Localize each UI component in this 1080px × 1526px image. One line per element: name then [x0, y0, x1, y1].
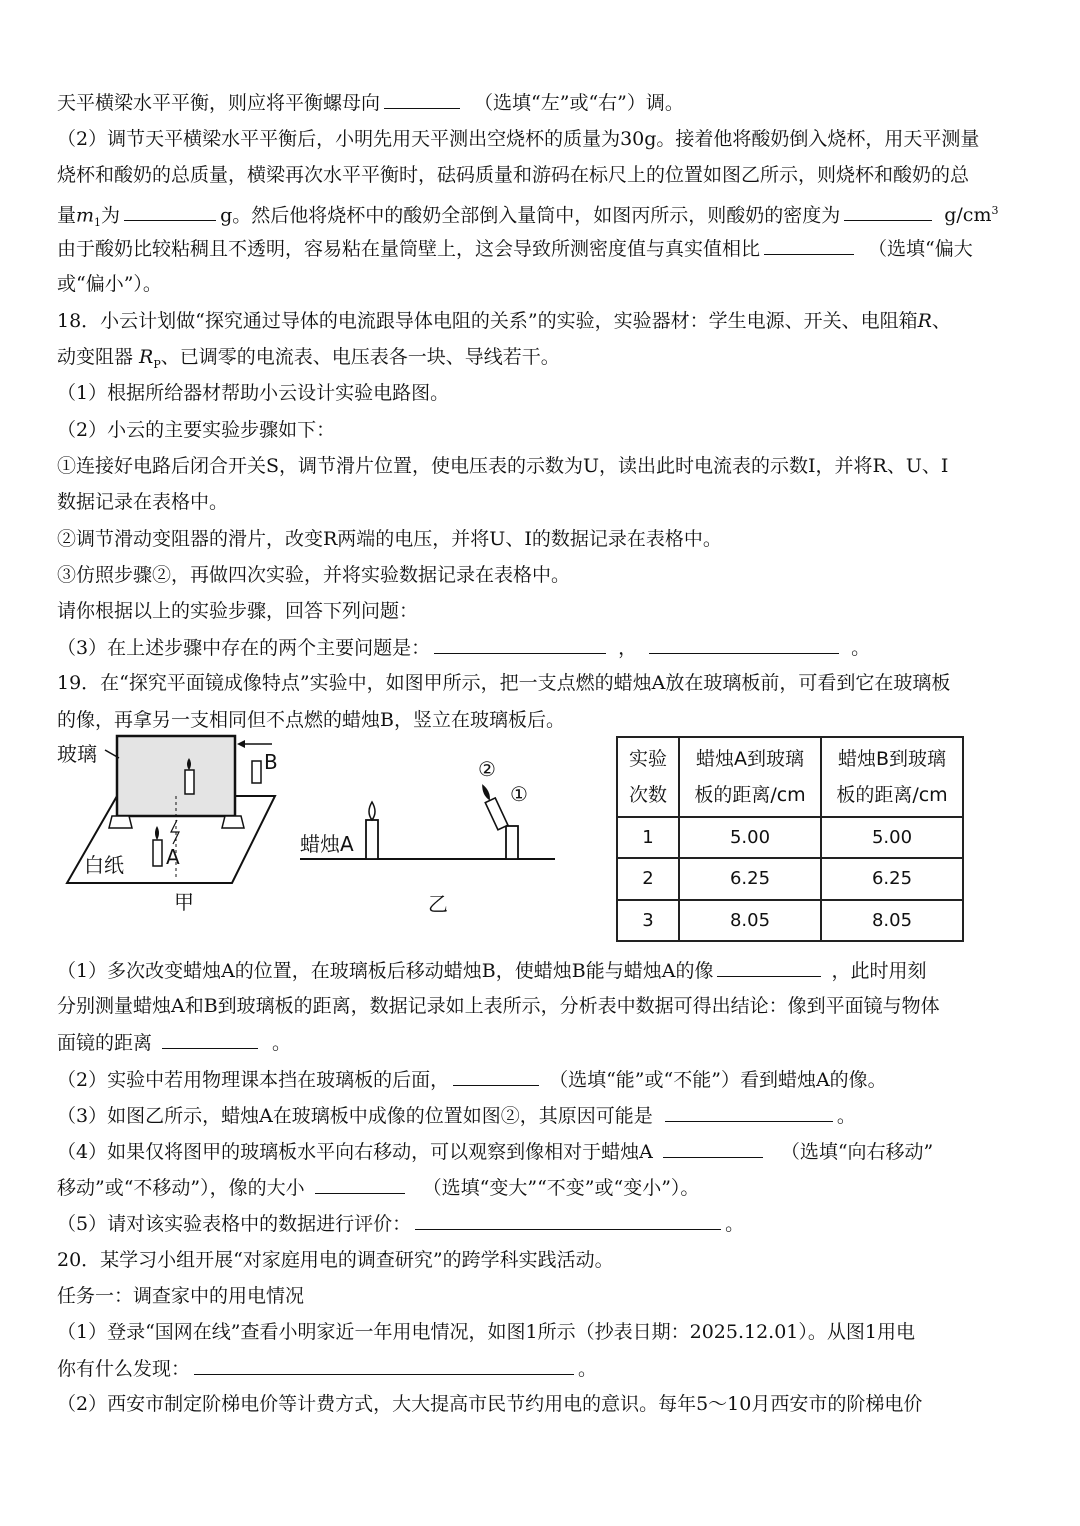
text-line: 的像，再拿另一支相同但不点燃的蜡烛B，竖立在玻璃板后。 — [57, 709, 565, 731]
text-line: 分别测量蜡烛A和B到玻璃板的距离，数据记录如上表所示，分析表中数据可得出结论：像到平面镜与物体 — [57, 995, 940, 1017]
candle-b-label: B — [264, 750, 278, 774]
text-segment: 、 — [931, 310, 951, 332]
text-line: 数据记录在表格中。 — [57, 491, 229, 513]
text-segment: 面镜的距离 — [57, 1032, 153, 1054]
answer-blank[interactable] — [844, 202, 932, 221]
text-line — [57, 958, 926, 983]
answer-blank[interactable] — [764, 236, 854, 255]
table-row — [617, 817, 963, 858]
table-cell: 6.25 — [679, 858, 821, 899]
mark-2: ② — [478, 757, 496, 781]
text-segment: （3）如图乙所示，蜡烛A在玻璃板中成像的位置如图②，其原因可能是 — [57, 1105, 653, 1127]
text-segment: 你有什么发现： — [57, 1358, 191, 1380]
table-cell: 5.00 — [679, 817, 821, 858]
text-segment: （选填“能”或“不能”）看到蜡烛A的像。 — [549, 1069, 887, 1091]
subscript: P — [153, 357, 161, 371]
text-line: ②调节滑动变阻器的滑片，改变R两端的电压，并将U、I的数据记录在表格中。 — [57, 528, 722, 550]
header-distance-a: 蜡烛A到玻璃 板的距离/cm — [679, 737, 821, 817]
text-segment: ， — [618, 637, 638, 659]
answer-blank[interactable] — [649, 635, 839, 654]
text-line: ③仿照步骤②，再做四次实验，并将实验数据记录在表格中。 — [57, 564, 571, 586]
text-line: ①连接好电路后闭合开关S，调节滑片位置，使电压表的示数为U，读出此时电流表的示数I，并将R、U、I — [57, 455, 949, 477]
text-line: （2）西安市制定阶梯电价等计费方式，大大提高市民节约用电的意识。每年5～10月西安市的阶梯电价 — [57, 1393, 923, 1415]
table-cell: 8.05 — [821, 900, 963, 941]
text-line — [57, 1067, 887, 1092]
text-segment: 、已调零的电流表、电压表各一块、导线若干。 — [160, 346, 560, 368]
text-line — [57, 90, 684, 115]
text-line: 烧杯和酸奶的总质量，横梁再次水平平衡时，砝码质量和游码在标尺上的位置如图乙所示，则烧杯和酸奶的总 — [57, 164, 970, 186]
candle-a — [366, 820, 378, 859]
text-segment: （4）如果仅将图甲的玻璃板水平向右移动，可以观察到像相对于蜡烛A — [57, 1141, 653, 1163]
text-segment: ，此时用刻 — [831, 960, 927, 982]
data-table — [616, 736, 964, 942]
text-segment: 。 — [272, 1032, 292, 1054]
figure-jia-caption: 甲 — [174, 890, 194, 914]
subscript: 1 — [94, 216, 102, 230]
text-line — [57, 1139, 933, 1164]
superscript: 3 — [991, 204, 999, 217]
text-segment: （选填“向右移动” — [780, 1141, 934, 1163]
arrow-b-head — [237, 740, 245, 748]
text-line — [57, 199, 998, 235]
text-segment: 。 — [851, 637, 871, 659]
table-row — [617, 900, 963, 941]
figure-yi-caption: 乙 — [428, 892, 448, 916]
white-paper-label: 白纸 — [84, 853, 124, 877]
table-cell: 8.05 — [679, 900, 821, 941]
candle-a-flame — [369, 802, 375, 820]
text-line — [57, 1211, 744, 1236]
answer-blank[interactable] — [717, 958, 821, 977]
text-segment: （选填“左”或“右”）调。 — [474, 92, 684, 114]
text-line: 任务一：调查家中的用电情况 — [57, 1285, 305, 1307]
answer-blank[interactable] — [315, 1175, 405, 1194]
stand-right — [222, 816, 244, 828]
text-line: 19．在“探究平面镜成像特点”实验中，如图甲所示，把一支点燃的蜡烛A放在玻璃板前，可看到它在玻璃板 — [57, 672, 951, 694]
variable-m: m — [76, 204, 95, 227]
text-segment: 动变阻器 — [57, 346, 134, 368]
answer-blank[interactable] — [665, 1103, 833, 1122]
text-segment: 量 — [57, 204, 77, 227]
text-line: 20．某学习小组开展“对家庭用电的调查研究”的跨学科实践活动。 — [57, 1249, 614, 1271]
text-line: （2）小云的主要实验步骤如下： — [57, 419, 336, 441]
table-cell: 1 — [617, 817, 679, 858]
table-cell: 6.25 — [821, 858, 963, 899]
text-segment: （5）请对该实验表格中的数据进行评价： — [57, 1213, 412, 1235]
text-line: （2）调节天平横梁水平平衡后，小明先用天平测出空烧杯的质量为30g。接着他将酸奶倒入烧杯，用天平测量 — [57, 128, 980, 150]
text-line — [57, 1356, 597, 1381]
text-line — [57, 309, 951, 333]
text-segment: 天平横梁水平平衡，则应将平衡螺母向 — [57, 92, 381, 114]
answer-blank[interactable] — [453, 1067, 539, 1086]
text-segment: 。 — [578, 1358, 598, 1380]
table-cell: 5.00 — [821, 817, 963, 858]
answer-blank[interactable] — [434, 635, 606, 654]
text-segment: 18．小云计划做“探究通过导体的电流跟导体电阻的关系”的实验，实验器材：学生电源、开关、电阻箱 — [57, 310, 918, 332]
text-line: 请你根据以上的实验步骤，回答下列问题： — [57, 600, 419, 622]
header-distance-b: 蜡烛B到玻璃 板的距离/cm — [821, 737, 963, 817]
text-segment: g/cm — [944, 204, 992, 227]
text-segment: （选填“变大”“不变”或“变小”）。 — [422, 1177, 700, 1199]
glass-label: 玻璃 — [57, 742, 97, 766]
answer-blank[interactable] — [162, 1030, 258, 1049]
answer-blank[interactable] — [194, 1356, 574, 1375]
text-line: （1）根据所给器材帮助小云设计实验电路图。 — [57, 382, 450, 404]
text-line — [57, 1103, 856, 1128]
text-segment: g。然后他将烧杯中的酸奶全部倒入量筒中，如图丙所示，则酸奶的密度为 — [220, 204, 841, 227]
table-header-row — [617, 737, 963, 817]
text-line — [57, 635, 870, 660]
candle-a-label: A — [166, 845, 180, 869]
text-segment: 由于酸奶比较粘稠且不透明，容易粘在量筒壁上，这会导致所测密度值与真实值相比 — [57, 238, 761, 260]
text-segment: 为 — [101, 204, 121, 227]
table-row — [617, 858, 963, 899]
candle-a-image — [185, 770, 194, 794]
answer-blank[interactable] — [663, 1139, 763, 1158]
candle-b — [252, 761, 261, 783]
table-cell: 2 — [617, 858, 679, 899]
text-line: 或“偏小”）。 — [57, 273, 162, 295]
text-line: （1）登录“国网在线”查看小明家近一年用电情况，如图1所示（抄表日期：2025.12.01）。从图1用电 — [57, 1321, 915, 1343]
candle-a-flame — [155, 826, 159, 840]
answer-blank[interactable] — [415, 1211, 721, 1230]
candle-b — [506, 826, 518, 859]
text-segment: 移动”或“不移动”），像的大小 — [57, 1177, 305, 1199]
text-line — [57, 236, 973, 261]
variable-rp: R — [139, 346, 154, 368]
mark-1: ① — [510, 782, 528, 806]
variable-r: R — [917, 310, 932, 332]
header-trial: 实验 次数 — [617, 737, 679, 817]
candle-a — [153, 840, 162, 866]
text-segment: 。 — [725, 1213, 745, 1235]
tilted-image-candle — [478, 782, 508, 830]
text-segment: （2）实验中若用物理课本挡在玻璃板的后面， — [57, 1069, 450, 1091]
candle-a-label: 蜡烛A — [300, 832, 354, 856]
table-cell: 3 — [617, 900, 679, 941]
stand-left — [109, 816, 132, 828]
text-segment: （3）在上述步骤中存在的两个主要问题是： — [57, 637, 431, 659]
text-line — [57, 1030, 291, 1055]
text-segment: （选填“偏大 — [868, 238, 973, 260]
text-line — [57, 345, 560, 377]
text-line — [57, 1175, 699, 1200]
text-segment: 。 — [836, 1105, 856, 1127]
light-path — [171, 820, 179, 844]
answer-blank[interactable] — [384, 90, 460, 109]
text-segment: （1）多次改变蜡烛A的位置，在玻璃板后移动蜡烛B，使蜡烛B能与蜡烛A的像 — [57, 960, 714, 982]
answer-blank[interactable] — [124, 202, 216, 221]
